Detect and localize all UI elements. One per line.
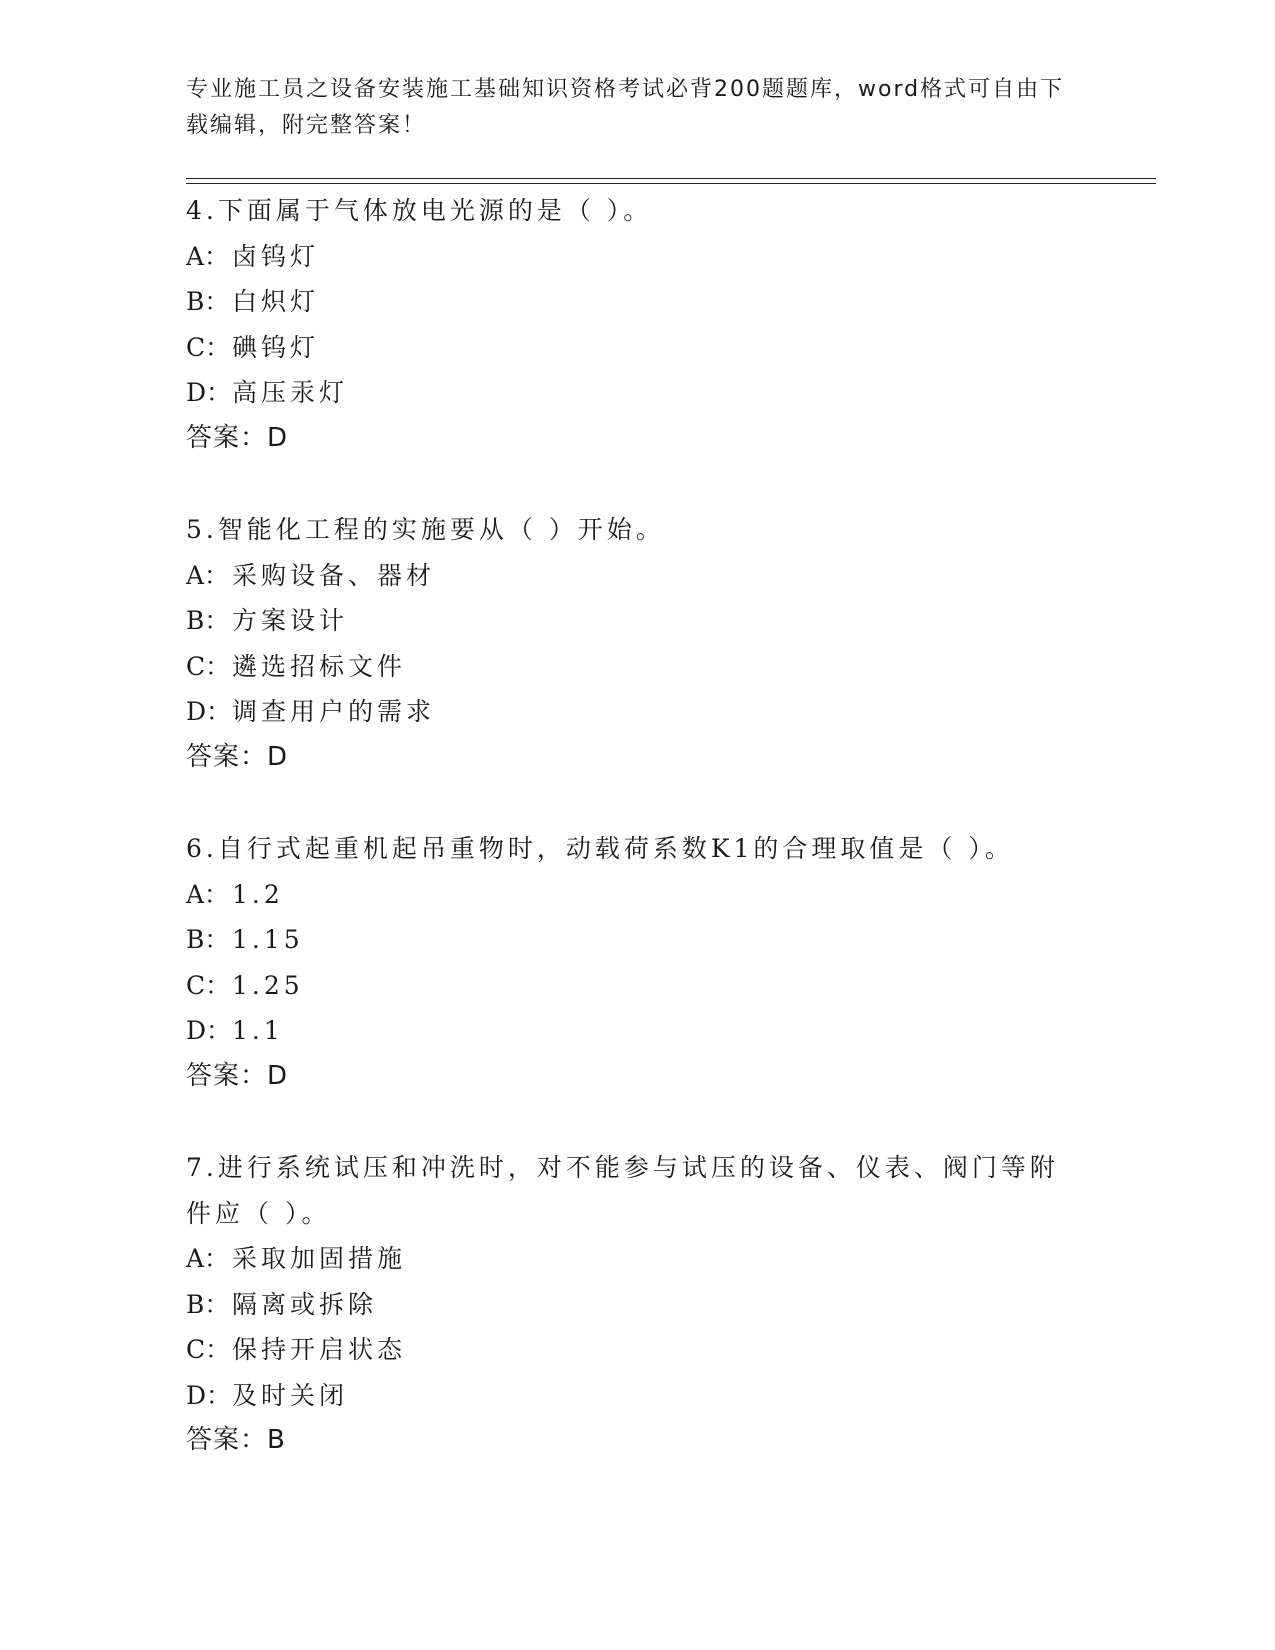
option-letter: B：	[186, 1289, 230, 1319]
option-d	[186, 1373, 1086, 1419]
option-b	[186, 1282, 1086, 1328]
option-c	[186, 325, 1086, 371]
question-item	[186, 826, 1086, 1099]
option-text: 高压汞灯	[232, 378, 349, 407]
document-header: 专业施工员之设备安装施工基础知识资格考试必背200题题库，word格式可自由下载编辑，附完整答案！	[186, 77, 1065, 138]
option-letter: B：	[186, 606, 230, 635]
option-letter: A：	[186, 560, 230, 590]
option-text: 遴选招标文件	[232, 651, 407, 681]
answer-label: 答案：D	[186, 1060, 289, 1091]
question-item	[186, 507, 1086, 780]
option-letter: C：	[186, 651, 231, 681]
option-text: 及时关闭	[232, 1380, 349, 1410]
option-text: 调查用户的需求	[232, 697, 436, 726]
option-letter: A：	[186, 241, 230, 271]
option-text: 采购设备、器材	[232, 560, 436, 590]
question-item	[186, 188, 1086, 461]
option-a	[186, 1236, 1086, 1282]
option-c	[186, 644, 1086, 690]
option-text: 保持开启状态	[232, 1335, 407, 1364]
answer-label: 答案：D	[186, 422, 289, 453]
option-letter: D：	[186, 1016, 232, 1045]
option-d	[186, 1008, 1086, 1054]
option-letter: D：	[186, 378, 232, 407]
option-letter: D：	[186, 697, 232, 726]
header-divider-bottom	[186, 183, 1156, 184]
option-text: 采取加固措施	[232, 1244, 407, 1273]
option-a	[186, 234, 1086, 280]
option-a	[186, 872, 1086, 918]
option-d	[186, 689, 1086, 735]
option-letter: A：	[186, 879, 230, 909]
option-text: 1.15	[232, 925, 304, 954]
option-a	[186, 553, 1086, 599]
option-text: 1.25	[232, 970, 304, 1000]
option-d	[186, 370, 1086, 416]
option-letter: B：	[186, 287, 230, 316]
question-stem: 4.下面属于气体放电光源的是（ ）。	[186, 196, 653, 225]
answer-label: 答案：B	[186, 1425, 286, 1455]
question-item	[186, 1145, 1086, 1464]
question-stem: 7.进行系统试压和冲洗时，对不能参与试压的设备、仪表、阀门等附件应（ ）。	[186, 1153, 1059, 1228]
option-b	[186, 279, 1086, 325]
option-text: 隔离或拆除	[232, 1289, 378, 1319]
question-stem: 6.自行式起重机起吊重物时，动载荷系数K1的合理取值是（ ）。	[186, 834, 1014, 863]
option-letter: C：	[186, 332, 231, 362]
option-text: 方案设计	[232, 606, 349, 635]
option-letter: D：	[186, 1380, 232, 1410]
answer-label: 答案：D	[186, 741, 289, 772]
option-b	[186, 598, 1086, 644]
option-b	[186, 917, 1086, 963]
option-letter: A：	[186, 1244, 230, 1273]
option-letter: B：	[186, 925, 230, 954]
question-stem: 5.智能化工程的实施要从（ ）开始。	[186, 515, 665, 544]
option-text: 白炽灯	[232, 287, 320, 316]
option-text: 碘钨灯	[232, 332, 320, 362]
option-text: 卤钨灯	[232, 241, 320, 271]
option-text: 1.2	[232, 879, 284, 909]
option-letter: C：	[186, 1335, 231, 1364]
option-c	[186, 963, 1086, 1009]
question-list	[186, 188, 1086, 1510]
option-letter: C：	[186, 970, 231, 1000]
option-c	[186, 1327, 1086, 1373]
option-text: 1.1	[232, 1016, 284, 1045]
header-divider-top	[186, 178, 1156, 179]
